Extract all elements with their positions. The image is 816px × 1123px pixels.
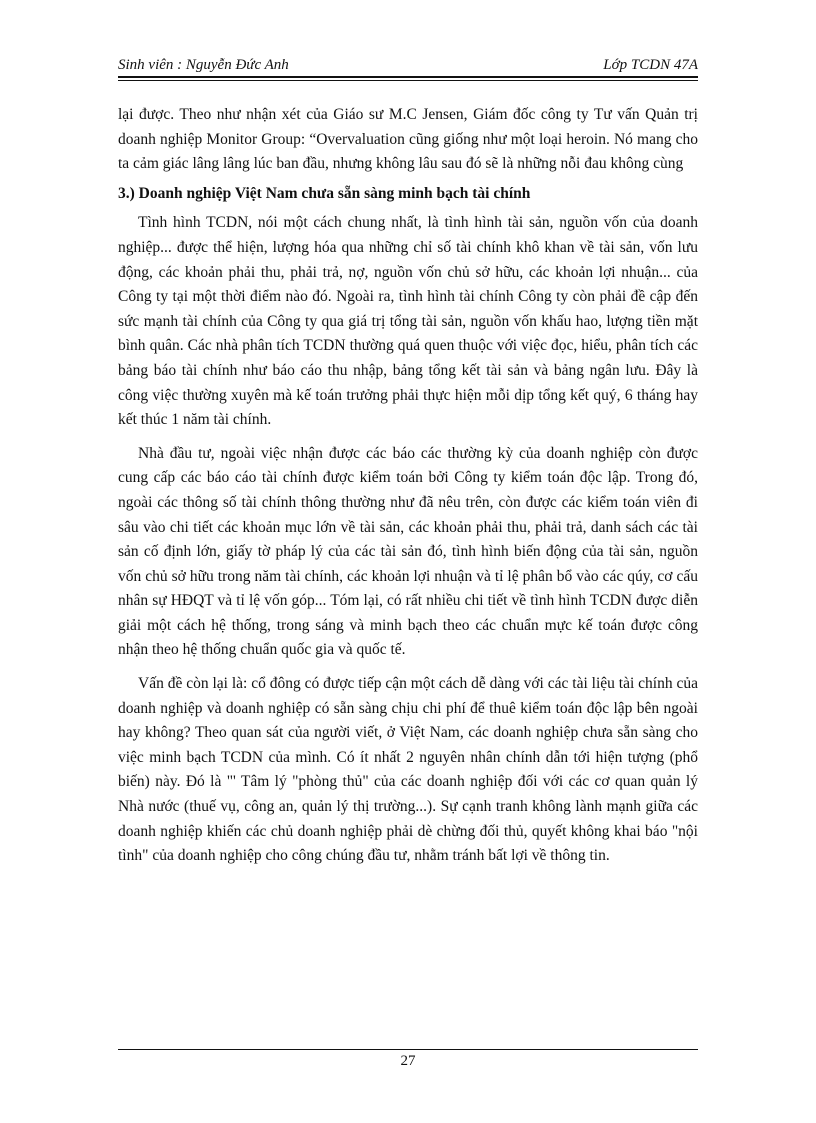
header-student-name: Sinh viên : Nguyễn Đức Anh bbox=[118, 57, 289, 73]
body-paragraph: Vấn đề còn lại là: cổ đông có được tiếp cận một cách dễ dàng với các tài liệu tài chính của doanh nghiệp và doanh nghiệp có sẵn sàng chịu chi phí để thuê kiểm toán độc lập bên ngoài hay không? Theo quan sát của người viết, ở Việt Nam, các doanh nghiệp chưa sẵn sàng cho việc minh bạch TCDN của mình. Có ít nhất 2 nguyên nhân chính dẫn tới hiện tượng (phổ biến) này. Đó là "' Tâm lý "phòng thủ" của các doanh nghiệp đối với các cơ quan quản lý Nhà nước (thuế vụ, công an, quản lý thị trường...). Sự cạnh tranh không lành mạnh giữa các doanh nghiệp khiến các chủ doanh nghiệp phải dè chừng đối thủ, quyết không khai báo "nội tình" của doanh nghiệp cho công chúng đầu tư, nhằm tránh bất lợi về thông tin. bbox=[118, 675, 698, 865]
body-paragraph: Tình hình TCDN, nói một cách chung nhất, là tình hình tài sản, nguồn vốn của doanh nghiệp... được thể hiện, lượng hóa qua những chỉ số tài chính khô khan về tài sản, vốn lưu động, các khoản phải thu, phải trả, nợ, nguồn vốn chủ sở hữu, các khoản lợi nhuận... của Công ty tại một thời điểm nào đó. Ngoài ra, tình hình tài chính Công ty còn phải đề cập đến sức mạnh tài chính của Công ty qua giá trị tổng tài sản, nguồn vốn khấu hao, lượng tiền mặt bình quân. Các nhà phân tích TCDN thường quá quen thuộc với việc đọc, hiểu, phân tích các bảng báo tài chính như báo cáo thu nhập, bảng tổng kết tài sản và bảng ngân lưu. Đây là công việc thường xuyên mà kế toán trưởng phải thực hiện mỗi dịp tổng kết quý, 6 tháng hay kết thúc 1 năm tài chính. bbox=[118, 214, 698, 429]
footer-rule bbox=[118, 1049, 698, 1050]
header-rule-thin bbox=[118, 80, 698, 81]
body-paragraph: Nhà đầu tư, ngoài việc nhận được các báo các thường kỳ của doanh nghiệp còn được cung cấp các báo cáo tài chính được kiểm toán bởi Công ty kiểm toán độc lập. Trong đó, ngoài các thông số tài chính thông thường như đã nêu trên, còn được các kiểm toán viên đi sâu vào chi tiết các khoản mục lớn về tài sản, các khoản phải thu, phải trả, danh sách các tài sản cố định lớn, giấy tờ pháp lý của các tài sản đó, tình hình biến động của tài sản, nguồn vốn chủ sở hữu trong năm tài chính, các khoản lợi nhuận và tỉ lệ phân bổ vào các qúy, cơ cấu nhân sự HĐQT và tỉ lệ vốn góp... Tóm lại, có rất nhiều chi tiết về tình hình TCDN được diễn giải một cách hệ thống, trong sáng và minh bạch theo các chuẩn mực kế toán được công nhận theo hệ thống chuẩn quốc gia và quốc tế. bbox=[118, 444, 698, 659]
header-class-name: Lớp TCDN 47A bbox=[603, 57, 698, 73]
intro-paragraph: lại được. Theo như nhận xét của Giáo sư M.C Jensen, Giám đốc công ty Tư vấn Quản trị doanh nghiệp Monitor Group: “Overvaluation cũng giống như một loại heroin. Nó mang cho ta cảm giác lâng lâng lúc ban đầu, nhưng không lâu sau đó sẽ là những nỗi đau không cùng bbox=[118, 106, 698, 173]
section-heading: 3.) Doanh nghiệp Việt Nam chưa sẵn sàng minh bạch tài chính bbox=[118, 184, 531, 202]
document-body bbox=[118, 103, 698, 878]
page-number: 27 bbox=[400, 1053, 416, 1069]
page-header bbox=[118, 52, 698, 74]
header-rule-thick bbox=[118, 76, 698, 78]
